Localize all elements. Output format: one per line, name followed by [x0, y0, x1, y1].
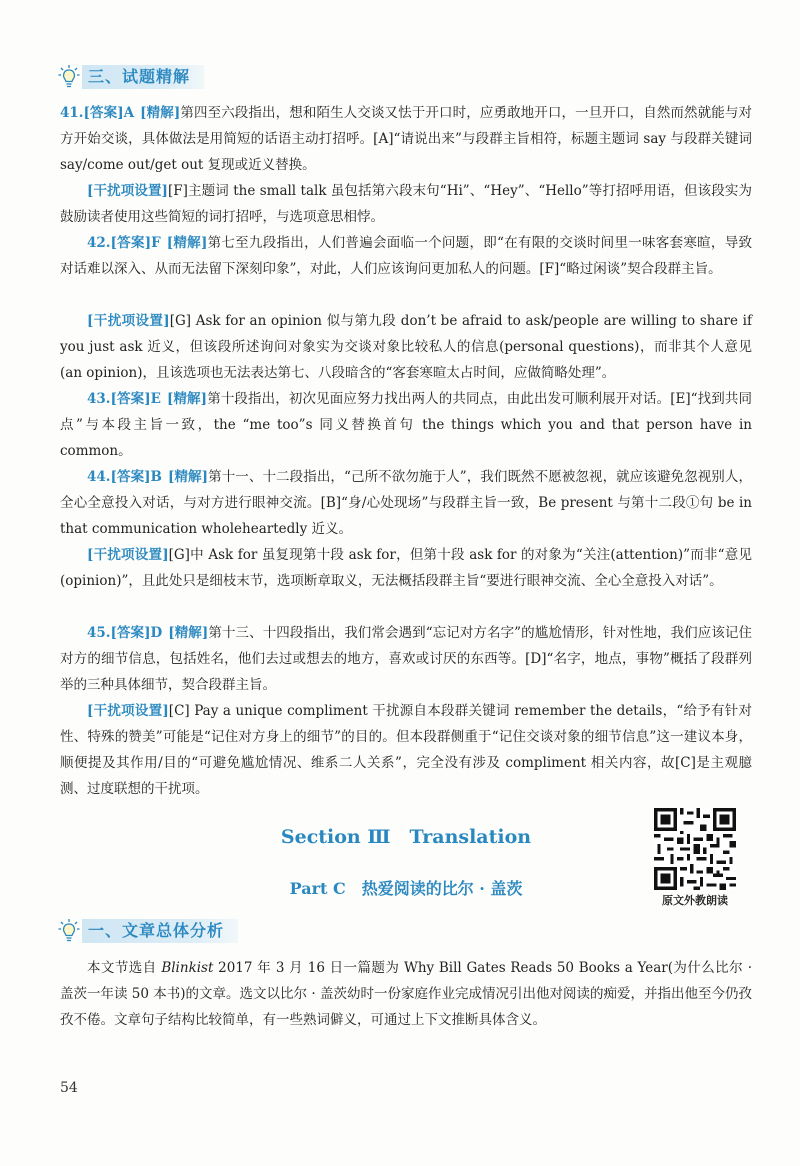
answer-label: [答案]: [110, 391, 151, 407]
answer-label: [答案]: [110, 625, 151, 641]
distractor-45: [60, 698, 752, 802]
distractor-text: [F]主题词 the small talk 虽包括第六段末句“Hi”、“Hey”、“Hello”等打招呼用语，但该段实为鼓励读者使用这些简短的词打招呼，与选项意思相悖。: [60, 183, 752, 225]
explanation-text: 第十一、十二段指出，“己所不欲勿施于人”，我们既然不愿被忽视，就应该避免忽视别人，全心全意投入对话，与对方进行眼神交流。[B]“身/心处现场”与段群主旨一致，Be present 与第十二段①句 be in that communication wholeheartedly 近义。: [60, 469, 752, 537]
distractor-label: [干扰项设置]: [87, 183, 168, 199]
analysis-text-post: 2017 年 3 月 16 日一篇题为 Why Bill Gates Reads 50 Books a Year(为什么比尔 · 盖茨一年读 50 本书)的文章。选文以比尔 · 盖茨幼时一份家庭作业完成情况引出他对阅读的痴爱，并指出他至今仍孜孜不倦。文章句子结构比较简单，有一些熟词僻义，可通过上下文推断具体含义。: [60, 960, 752, 1028]
answer-42: [60, 230, 752, 282]
section-heading: Section Ⅲ Translation: [280, 826, 532, 848]
distractor-label: [干扰项设置]: [87, 703, 169, 719]
explanation-text: 第四至六段指出，想和陌生人交谈又怯于开口时，应勇敢地开口，一旦开口，自然而然就能与对方开始交谈，具体做法是用简短的话语主动打招呼。[A]“请说出来”与段群主旨相符，标题主题词 say 与段群关键词 say/come out/get out 复现或近义替换。: [60, 105, 753, 173]
answer-label: [答案]: [110, 235, 152, 251]
explanation-label: [精解]: [166, 235, 208, 251]
page-number: 54: [60, 1080, 78, 1096]
answer-45: [60, 620, 752, 698]
answer-letter: D: [150, 625, 163, 641]
qr-code-icon[interactable]: [654, 808, 736, 890]
distractor-text: [G] Ask for an opinion 似与第九段 don’t be afraid to ask/people are willing to share if you just ask 近义，但该段所述询问对象实为交谈对象比较私人的信息(personal questions)，而非其个人意见(an opinion)，且该选项也无法表达第七、八段暗含的“客套寒暄太占时间，应做简略处理”。: [60, 313, 752, 381]
article-analysis: [60, 955, 752, 1033]
answer-letter: F: [151, 235, 161, 251]
qr-caption: 原文外教朗读: [662, 894, 728, 907]
answer-44: [60, 464, 752, 542]
distractor-label: [干扰项设置]: [87, 313, 170, 329]
question-number: 44.: [87, 469, 111, 485]
section-title: 一、文章总体分析: [82, 919, 238, 943]
distractor-label: [干扰项设置]: [87, 547, 169, 563]
distractor-44: [60, 542, 752, 594]
explanation-label: [精解]: [168, 625, 209, 641]
explanation-text: 第七至九段指出，人们普遍会面临一个问题，即“在有限的交谈时间里一味客套寒暄，导致对话难以深入、从而无法留下深刻印象”，对此，人们应该询问更加私人的问题。[F]“略过闲谈”契合段群主旨。: [60, 235, 752, 277]
answer-letter: B: [150, 469, 162, 485]
answer-letter: A: [123, 105, 135, 121]
distractor-text: [C] Pay a unique compliment 干扰源自本段群关键词 remember the details，“给予有针对性、特殊的赞美”可能是“记住对方身上的细节”的目的。但本段群侧重于“记住交谈对象的细节信息”这一建议本身，顺便提及其作用/目的“可避免尴尬情况、维系二人关系”，完全没有涉及 compliment 相关内容，故[C]是主观臆测、过度联想的干扰项。: [60, 703, 752, 797]
part-heading: Part C 热爱阅读的比尔 · 盖茨: [289, 879, 523, 898]
distractor-42: [60, 308, 752, 386]
explanation-text: 第十三、十四段指出，我们常会遇到“忘记对方名字”的尴尬情形，针对性地，我们应该记住对方的细节信息，包括姓名，他们去过或想去的地方，喜欢或讨厌的东西等。[D]“名字，地点，事物”概括了段群列举的三种具体细节，契合段群主旨。: [60, 625, 752, 693]
question-number: 42.: [87, 235, 111, 251]
question-number: 41.: [60, 105, 84, 121]
answer-43: [60, 386, 752, 464]
section-header-analysis: [58, 918, 238, 944]
answer-41: [60, 100, 752, 178]
lightbulb-icon: [58, 64, 80, 90]
lightbulb-icon: [58, 918, 80, 944]
explanation-label: [精解]: [167, 469, 209, 485]
explanation-text: 第十段指出，初次见面应努力找出两人的共同点，由此出发可顺利展开对话。[E]“找到共同点”与本段主旨一致，the “me too”s 同义替换首句 the things which you and that person have in common。: [60, 391, 752, 459]
distractor-41: [60, 178, 752, 230]
question-number: 43.: [87, 391, 111, 407]
question-number: 45.: [87, 625, 111, 641]
answer-letter: E: [150, 391, 161, 407]
section-header-answers: [58, 64, 204, 90]
explanation-label: [精解]: [140, 105, 181, 121]
section-title: 三、试题精解: [82, 65, 204, 89]
analysis-text-pre: 本文节选自: [87, 960, 162, 976]
magazine-name: Blinkist: [161, 960, 214, 976]
explanation-label: [精解]: [166, 391, 208, 407]
answer-label: [答案]: [110, 469, 151, 485]
distractor-text: [G]中 Ask for 虽复现第十段 ask for，但第十段 ask for 的对象为“关注(attention)”而非“意见(opinion)”，且此处只是细枝末节，选项断章取义，无法概括段群主旨“要进行眼神交流、全心全意投入对话”。: [60, 547, 752, 589]
answer-label: [答案]: [83, 105, 124, 121]
